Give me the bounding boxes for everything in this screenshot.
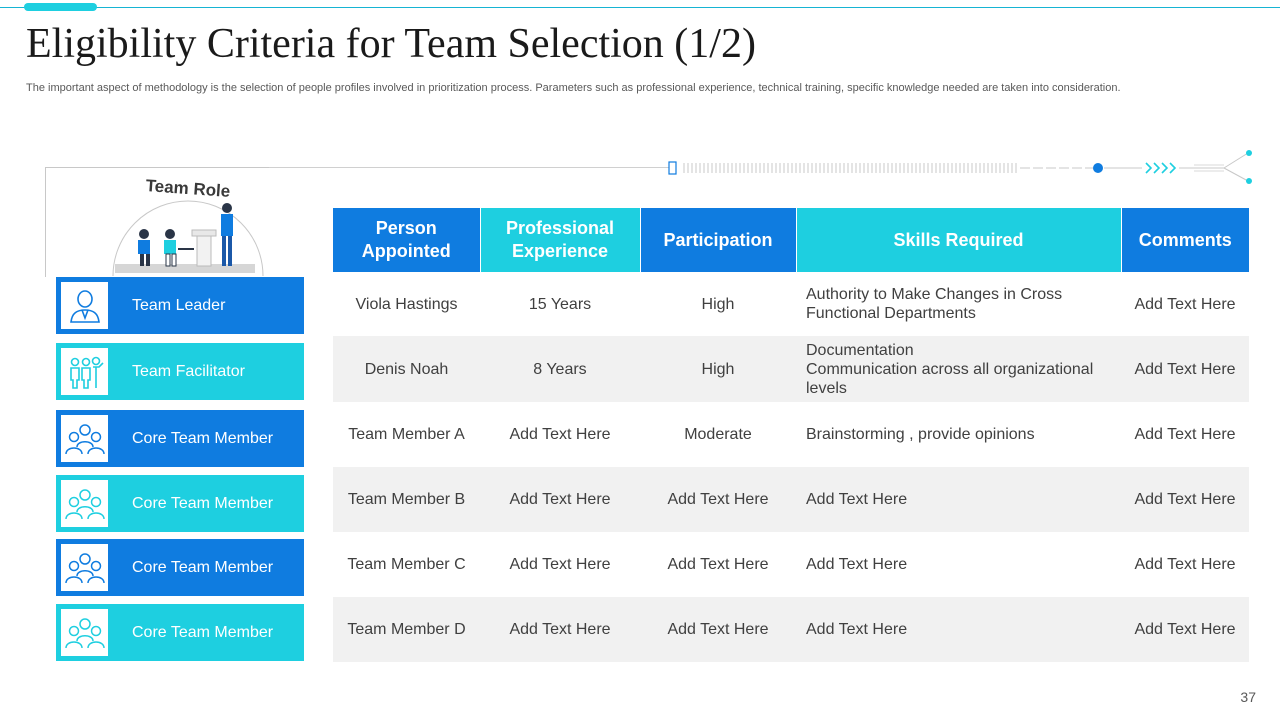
table-row bbox=[333, 597, 1249, 662]
table-row bbox=[333, 402, 1249, 467]
role-core-team-member-3 bbox=[56, 539, 304, 596]
role-label: Core Team Member bbox=[132, 558, 274, 576]
role-team-facilitator bbox=[56, 343, 304, 400]
table-row bbox=[333, 467, 1249, 532]
cell-participation: Add Text Here bbox=[640, 467, 796, 532]
header-skills-required: Skills Required bbox=[796, 208, 1121, 272]
header-professional-experience: Professional Experience bbox=[480, 208, 640, 272]
cell-comments: Add Text Here bbox=[1121, 467, 1249, 532]
cell-skills: Add Text Here bbox=[796, 597, 1121, 662]
cell-participation: Moderate bbox=[684, 426, 752, 443]
connector-line bbox=[269, 167, 669, 168]
role-team-leader bbox=[56, 277, 304, 334]
cell-experience: 15 Years bbox=[528, 295, 592, 313]
cell-participation: Add Text Here bbox=[640, 597, 796, 662]
cell-comments: Add Text Here bbox=[1134, 556, 1236, 573]
circuit-decoration-icon bbox=[664, 148, 1264, 188]
page-title: Eligibility Criteria for Team Selection (1/2) bbox=[26, 21, 756, 67]
cell-skills: Authority to Make Changes in Cross Functional Departments bbox=[806, 286, 1063, 322]
cell-person: Team Member B bbox=[333, 467, 480, 532]
leader-icon bbox=[65, 286, 105, 326]
header-participation: Participation bbox=[640, 208, 796, 272]
role-label: Core Team Member bbox=[132, 623, 274, 641]
cell-person: Team Member D bbox=[333, 597, 480, 662]
cell-experience: Add Text Here bbox=[509, 426, 611, 443]
presenters-icon bbox=[138, 203, 233, 266]
cell-person: Team Member C bbox=[347, 556, 466, 573]
cell-participation: High bbox=[640, 336, 796, 402]
role-core-team-member-4 bbox=[56, 604, 304, 661]
cell-skills: Brainstorming , provide opinions bbox=[806, 426, 1035, 443]
group-icon bbox=[65, 613, 105, 653]
cell-skills: Add Text Here bbox=[806, 556, 908, 573]
cell-person: Viola Hastings bbox=[355, 295, 458, 313]
cell-experience: Add Text Here bbox=[480, 597, 640, 662]
cell-experience: Add Text Here bbox=[480, 467, 640, 532]
role-label: Core Team Member bbox=[132, 494, 274, 512]
role-core-team-member-1 bbox=[56, 410, 304, 467]
table-row bbox=[333, 532, 1249, 597]
page-number: 37 bbox=[1240, 689, 1256, 705]
top-rule bbox=[0, 7, 1280, 8]
cell-comments: Add Text Here bbox=[1121, 597, 1249, 662]
table-row bbox=[333, 336, 1249, 402]
role-label: Core Team Member bbox=[132, 429, 274, 447]
cell-person: Denis Noah bbox=[333, 336, 480, 402]
page-subtitle: The important aspect of methodology is the selection of people profiles involved in prioritization process. Parameters such as professional experience, technical training, specific knowledge needed are taken into consideration. bbox=[26, 82, 1121, 94]
cell-comments: Add Text Here bbox=[1134, 295, 1236, 313]
top-accent-tab bbox=[24, 3, 97, 11]
cell-skills: Add Text Here bbox=[796, 467, 1121, 532]
facilitator-icon bbox=[65, 352, 105, 392]
group-icon bbox=[65, 484, 105, 524]
role-core-team-member-2 bbox=[56, 475, 304, 532]
cell-person: Team Member A bbox=[348, 426, 465, 443]
eligibility-table bbox=[333, 208, 1249, 662]
group-icon bbox=[65, 548, 105, 588]
cell-participation: Add Text Here bbox=[667, 556, 769, 573]
team-role-label: Team Role bbox=[145, 176, 231, 201]
role-label: Team Leader bbox=[132, 296, 226, 314]
cell-experience: 8 Years bbox=[480, 336, 640, 402]
cell-experience: Add Text Here bbox=[509, 556, 611, 573]
cell-comments: Add Text Here bbox=[1134, 426, 1236, 443]
cell-skills: Documentation Communication across all organizational levels bbox=[796, 336, 1121, 402]
table-row bbox=[333, 272, 1249, 336]
group-icon bbox=[65, 419, 105, 459]
header-person-appointed: Person Appointed bbox=[333, 208, 480, 272]
header-comments: Comments bbox=[1121, 208, 1249, 272]
cell-participation: High bbox=[701, 295, 735, 313]
role-label: Team Facilitator bbox=[132, 362, 245, 380]
table-header-row bbox=[333, 208, 1249, 272]
team-role-illustration bbox=[110, 168, 270, 278]
cell-comments: Add Text Here bbox=[1121, 336, 1249, 402]
